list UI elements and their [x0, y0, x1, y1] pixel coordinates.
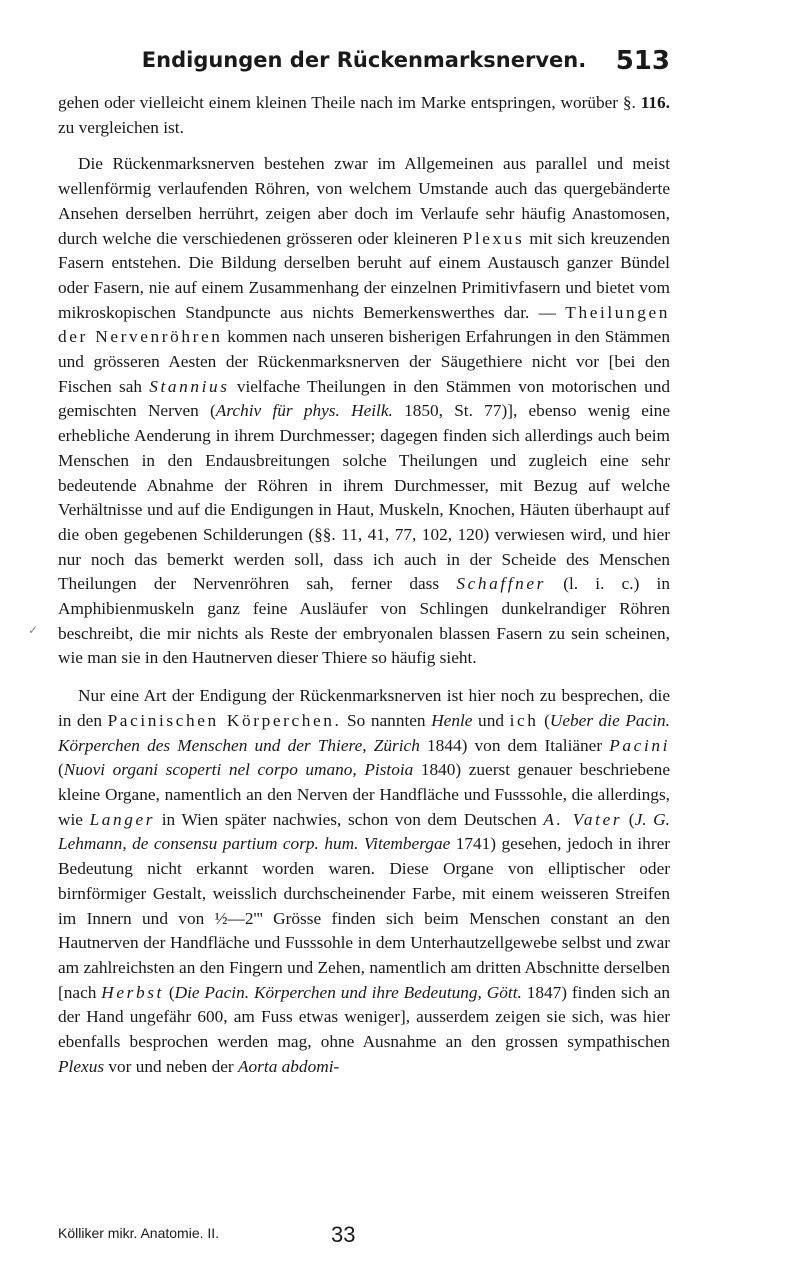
text-run: und	[472, 710, 510, 730]
citation: Ueber die Pacin. Körperchen des Menschen und der Thiere, Zürich	[58, 710, 670, 755]
text-run: 1741) gesehen, jedoch in ihrer Bedeutung nicht erkannt worden waren. Diese Organe von elliptischer oder birnförmiger Gestalt, weisslich durchscheinender Farbe, mit einem weisseren Streifen im Innern und von ½—2''' Grösse finden sich beim Menschen constant an den Hautnerven der Handfläche und Fusssohle in dem Unterhautzellgewebe selbst und zwar am zahlreichsten an den Fingern und Zehen, namentlich am dritten Abschnitte derselben [nach	[58, 834, 670, 1002]
text-run: zu vergleichen ist.	[58, 117, 184, 137]
running-title: Endigungen der Rückenmarksnerven.	[141, 48, 587, 72]
text-run: 1850, St. 77)], ebenso wenig eine erhebliche Aenderung in ihrem Durchmesser; dagegen finden sich allerdings auch beim Menschen in den Endausbreitungen solche Theilungen und zugleich eine sehr bedeutende Abnahme der Röhren in ihrem Durchmesser, mit Bezug auf welche Verhältnisse und auf die Endigungen in Haut, Muskeln, Knochen, Häuten überhaupt auf die oben gegebenen Schilderungen (§§. 11, 41, 77, 102, 120) verwiesen wird, und hier nur noch das bemerkt werden soll, dass ich auch in der Scheide des Menschen Theilungen der Nervenröhren sah, ferner dass	[58, 401, 670, 594]
paragraph-2	[58, 152, 670, 671]
text-run: in Wien später nachwies, schon von dem Deutschen	[155, 809, 544, 829]
text-run: (	[622, 809, 635, 829]
author-name: Stannius	[149, 376, 230, 396]
spaced-term: Theilungen der Nervenröhren	[58, 302, 670, 347]
signature-line: Kölliker mikr. Anatomie. II.	[58, 1225, 220, 1241]
author-name: Langer	[89, 809, 156, 829]
citation: Nuovi organi scoperti nel corpo umano, Pistoia	[63, 760, 414, 780]
spaced-term: Pacinischen Körperchen.	[107, 710, 342, 730]
text-run: kommen nach unseren bisherigen Erfahrungen in den Stämmen und grösseren Aesten der Rückenmarksnerven der Säugethiere nicht vor [bei den Fischen sah	[58, 327, 670, 396]
page-footer	[58, 1222, 670, 1265]
text-run: (l. i. c.) in Amphibienmuskeln ganz feine Ausläufer von Schlingen dunkelrandiger Röhren beschreibt, die mir nichts als Reste der embryonalen blassen Fasern zu sein scheinen, wie man sie in den Hautnerven dieser Thiere so häufig sieht.	[58, 574, 671, 668]
citation: Die Pacin. Körperchen und ihre Bedeutung, Gött.	[174, 982, 522, 1002]
margin-check-mark: ✓	[28, 623, 39, 637]
author-name: A. Vater	[543, 809, 623, 829]
page-number: 513	[615, 46, 670, 76]
text-run: 1844) von dem Italiäner	[419, 735, 610, 755]
text-run: mit sich kreuzenden Fasern entstehen. Die Bildung derselben beruht auf einem Austausch ganzer Bündel oder Fasern, nie auf einem Zusammenhang der einzelnen Primitivfasern und bietet vom mikroskopischen Standpuncte aus nichts Bemerkenswerthes dar. —	[58, 228, 670, 322]
author-name: Schaffner	[456, 574, 546, 594]
spaced-term: ich	[509, 710, 539, 730]
spaced-term: Plexus	[462, 228, 525, 248]
text-run: Die Rückenmarksnerven bestehen zwar im Allgemeinen aus parallel und meist wellenförmig verlaufenden Röhren, von welchem Umstande auch das quergebänderte Ansehen derselben herrührt, zeigen aber doch im Verlaufe sehr häufig Anastomosen, durch welche die verschiedenen grösseren oder kleineren	[58, 154, 670, 248]
latin-term: Plexus	[58, 1056, 105, 1076]
citation: Archiv für phys. Heilk.	[215, 401, 393, 421]
paragraph-1	[58, 91, 670, 140]
paragraph-3	[58, 684, 670, 1079]
text-run: (	[538, 710, 550, 730]
text-run: (	[163, 982, 175, 1002]
text-run: vor und neben der	[104, 1056, 238, 1076]
section-reference: 116.	[640, 93, 670, 112]
author-name: Herbst	[101, 982, 164, 1002]
running-header	[58, 48, 670, 78]
text-run: 1847) finden sich an der Hand ungefähr 600, am Fuss etwas weniger], ausserdem zeigen sie sich, was hier ebenfalls besprochen werden mag, ohne Ausnahme an den grossen sympathischen	[58, 982, 671, 1052]
text-run: 1840) zuerst genauer beschriebene kleine Organe, namentlich an den Nerven der Handfläche und Fusssohle, die allerdings, wie	[58, 760, 670, 829]
latin-term: Aorta abdomi-	[237, 1056, 340, 1076]
text-run: So nannten	[341, 710, 432, 730]
body-text	[58, 91, 670, 1079]
text-run: Nur eine Art der Endigung der Rückenmarksnerven ist hier noch zu besprechen, die in den	[58, 686, 670, 730]
citation: J. G. Lehmann, de consensu partium corp. hum. Vitembergae	[58, 809, 670, 854]
sheet-number: 33	[331, 1222, 356, 1247]
text-run: gehen oder vielleicht einem kleinen Theile nach im Marke entspringen, worüber §.	[58, 93, 641, 112]
text-run: vielfache Theilungen in den Stämmen von motorischen und gemischten Nerven (	[58, 376, 671, 421]
author-name: Henle	[431, 710, 473, 730]
author-name: Pacini	[609, 735, 670, 755]
text-run: (	[58, 760, 64, 780]
